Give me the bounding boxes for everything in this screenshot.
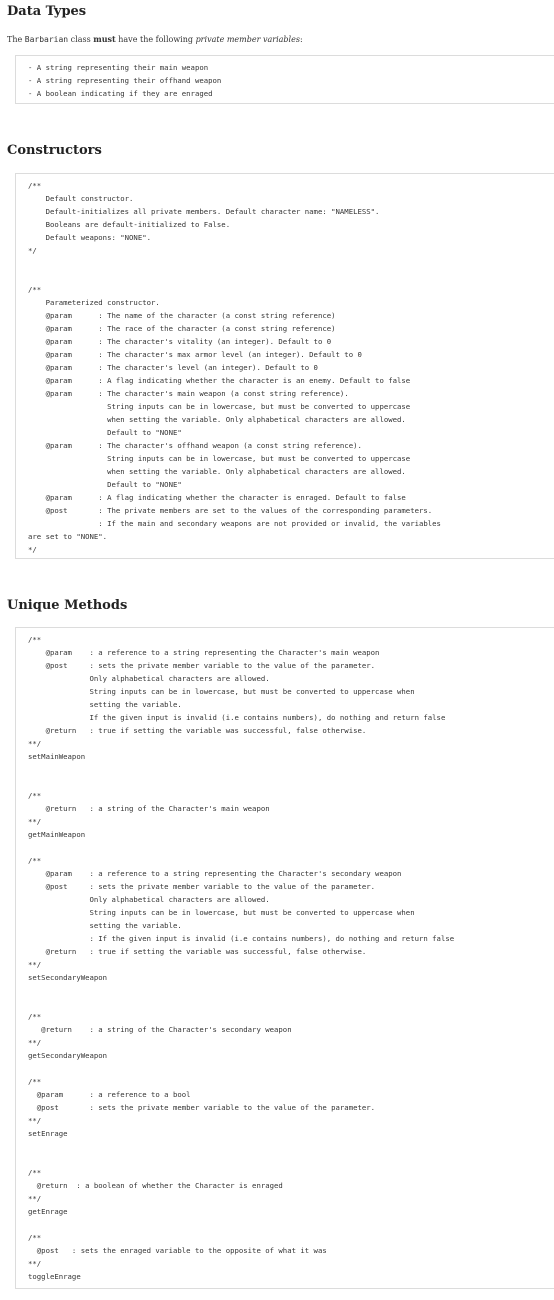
- intro-middle2: have the following: [115, 35, 196, 44]
- intro-prefix: The: [7, 35, 25, 44]
- unique-methods-code: /** @param : a reference to a string representing the Character's main weapon @post : sets the private member variable to the value of the parameter. Only alphabetical characters are allowed. String inputs can be in lowercase, but must be converted to uppercase when setting the variable. If the given input is invalid (i.e contains numbers), do nothing and return false @return : true if setting the variable was successful, false otherwise. **/ setMainWeapon /** @return : a string of the Character's main weapon **/ getMainWeapon /** @param : a reference to a string representing the Character's secondary weapon @post : sets the private member variable to the value of the parameter. Only alphabetical characters are allowed. String inputs can be in lowercase, but must be converted to uppercase when setting the variable. : If the given input is invalid (i.e contains numbers), do nothing and return false @return : true if setting the variable was successful, false otherwise. **/ setSecondaryWeapon /** @return : a string of the Character's secondary weapon **/ getSecondaryWeapon /** @param : a reference to a bool @post : sets the private member variable to the value of the parameter. **/ setEnrage /** @return : a boolean of whether the Character is enraged **/ getEnrage /** @post : sets the enraged variable to the opposite of what it was **/ toggleEnrage: [28, 635, 455, 1281]
- intro-emphasis: private member variables: [195, 35, 300, 44]
- unique-methods-heading: Unique Methods: [7, 598, 128, 613]
- constructors-code: /** Default constructor. Default-initializes all private members. Default character name: "NAMELESS". Booleans are default-initialized to False. Default weapons: "NONE". */ /** Parameterized constructor. @param : The name of the character (a const string reference) @param : The race of the character (a const string reference) @param : The character's vitality (an integer). Default to 0 @param : The character's max armor level (an integer). Default to 0 @param : The character's level (an integer). Default to 0 @param : A flag indicating whether the character is an enemy. Default to false @param : The character's main weapon (a const string reference). String inputs can be in lowercase, but must be converted to uppercase when setting the variable. Only alphabetical characters are allowed. Default to "NONE" @param : The character's offhand weapon (a const string reference). String inputs can be in lowercase, but must be converted to uppercase when setting the variable. Only alphabetical characters are allowed. Default to "NONE" @param : A flag indicating whether the character is enraged. Default to false @post : The private members are set to the values of the corresponding parameters. : If the main and secondary weapons are not provided or invalid, the variables are set to "NONE". */: [28, 181, 441, 554]
- intro-must: must: [93, 34, 116, 44]
- constructors-heading: Constructors: [7, 143, 102, 158]
- intro-suffix: :: [299, 35, 303, 44]
- intro-middle: class: [68, 35, 94, 44]
- data-types-code: - A string representing their main weapon - A string representing their offhand weapon - A boolean indicating if they are enraged: [28, 63, 222, 98]
- constructors-code-block: [15, 173, 554, 559]
- data-types-code-block: [15, 55, 554, 104]
- class-name: Barbarian: [24, 35, 69, 44]
- unique-methods-code-block: [15, 627, 554, 1289]
- data-types-intro: [7, 34, 303, 45]
- data-types-heading: Data Types: [7, 4, 87, 19]
